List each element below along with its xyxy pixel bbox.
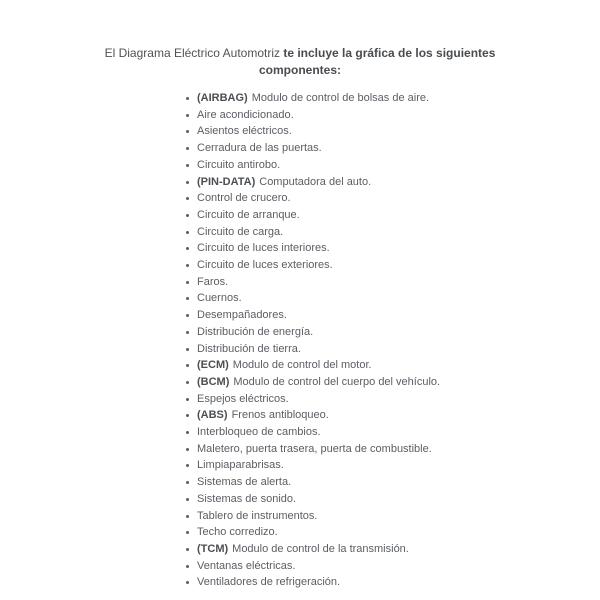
bullet-icon [186, 314, 189, 317]
component-label: Modulo de control de la transmisión. [232, 542, 409, 555]
list-item [186, 107, 600, 124]
component-label: Limpiaparabrisas. [197, 459, 284, 472]
component-code: (ABS) [197, 409, 228, 422]
page-title-regular: El Diagrama Eléctrico Automotriz [104, 46, 284, 60]
bullet-icon [186, 581, 189, 584]
list-item [186, 457, 600, 474]
bullet-icon [186, 515, 189, 518]
list-item [186, 474, 600, 491]
component-label: Cerradura de las puertas. [197, 142, 322, 155]
bullet-icon [186, 114, 189, 117]
page-title [90, 45, 510, 79]
bullet-icon [186, 214, 189, 217]
component-label: Sistemas de alerta. [197, 476, 292, 489]
list-item [186, 541, 600, 558]
list-item [186, 174, 600, 191]
component-label: Modulo de control del motor. [232, 359, 372, 372]
list-item [186, 290, 600, 307]
component-code: (BCM) [197, 375, 230, 388]
bullet-icon [186, 398, 189, 401]
list-item [186, 374, 600, 391]
bullet-icon [186, 565, 189, 568]
bullet-icon [186, 297, 189, 300]
component-label: Distribución de energía. [197, 325, 314, 338]
list-item [186, 441, 600, 458]
component-label: Cuernos. [197, 292, 242, 305]
bullet-icon [186, 264, 189, 267]
list-item [186, 224, 600, 241]
list-item [186, 491, 600, 508]
bullet-icon [186, 498, 189, 501]
bullet-icon [186, 197, 189, 200]
component-code: (ECM) [197, 359, 229, 372]
component-label: Desempañadores. [197, 309, 287, 322]
bullet-icon [186, 247, 189, 250]
component-code: (PIN-DATA) [197, 175, 256, 188]
component-label: Control de crucero. [197, 192, 291, 205]
list-item [186, 190, 600, 207]
bullet-icon [186, 464, 189, 467]
component-label: Espejos eléctricos. [197, 392, 289, 405]
list-item [186, 558, 600, 575]
list-item [186, 574, 600, 591]
component-label: Circuito de luces exteriores. [197, 259, 333, 272]
component-label: Circuito antirobo. [197, 158, 281, 171]
list-item [186, 307, 600, 324]
list-item [186, 407, 600, 424]
component-label: Modulo de control del cuerpo del vehículo. [233, 375, 441, 388]
component-label: Maletero, puerta trasera, puerta de combustible. [197, 442, 432, 455]
component-label: Circuito de carga. [197, 225, 284, 238]
list-item [186, 324, 600, 341]
list-item [186, 140, 600, 157]
bullet-icon [186, 164, 189, 167]
list-item [186, 508, 600, 525]
component-label: Circuito de luces interiores. [197, 242, 330, 255]
component-label: Distribución de tierra. [197, 342, 301, 355]
component-label: Ventanas eléctricas. [197, 559, 296, 572]
component-label: Modulo de control de bolsas de aire. [251, 92, 430, 104]
component-label: Faros. [197, 275, 229, 288]
components-list [0, 90, 600, 591]
list-item [186, 157, 600, 174]
list-item [186, 274, 600, 291]
bullet-icon [186, 281, 189, 284]
bullet-icon [186, 381, 189, 384]
component-label: Sistemas de sonido. [197, 492, 297, 505]
bullet-icon [186, 147, 189, 150]
component-label: Interbloqueo de cambios. [197, 426, 321, 439]
list-item [186, 207, 600, 224]
list-item [186, 90, 600, 107]
bullet-icon [186, 97, 189, 100]
component-label: Aire acondicionado. [197, 108, 294, 121]
component-label: Circuito de arranque. [197, 208, 300, 221]
bullet-icon [186, 448, 189, 451]
bullet-icon [186, 130, 189, 133]
list-item [186, 357, 600, 374]
list-item [186, 123, 600, 140]
component-label: Computadora del auto. [259, 175, 372, 188]
bullet-icon [186, 181, 189, 184]
bullet-icon [186, 531, 189, 534]
list-item [186, 424, 600, 441]
list-item [186, 341, 600, 358]
bullet-icon [186, 231, 189, 234]
component-code: (TCM) [197, 542, 229, 555]
bullet-icon [186, 414, 189, 417]
bullet-icon [186, 331, 189, 334]
component-label: Ventiladores de refrigeración. [197, 576, 341, 589]
list-item [186, 391, 600, 408]
list-item [186, 257, 600, 274]
page-title-bold: te incluye la gráfica de los siguientes componentes: [258, 46, 496, 77]
bullet-icon [186, 364, 189, 367]
component-code: (AIRBAG) [197, 92, 248, 104]
list-item [186, 240, 600, 257]
bullet-icon [186, 348, 189, 351]
component-label: Frenos antibloqueo. [231, 409, 329, 422]
component-label: Techo corredizo. [197, 526, 278, 539]
bullet-icon [186, 548, 189, 551]
bullet-icon [186, 481, 189, 484]
list-item [186, 524, 600, 541]
component-label: Asientos eléctricos. [197, 125, 292, 138]
bullet-icon [186, 431, 189, 434]
component-label: Tablero de instrumentos. [197, 509, 318, 522]
